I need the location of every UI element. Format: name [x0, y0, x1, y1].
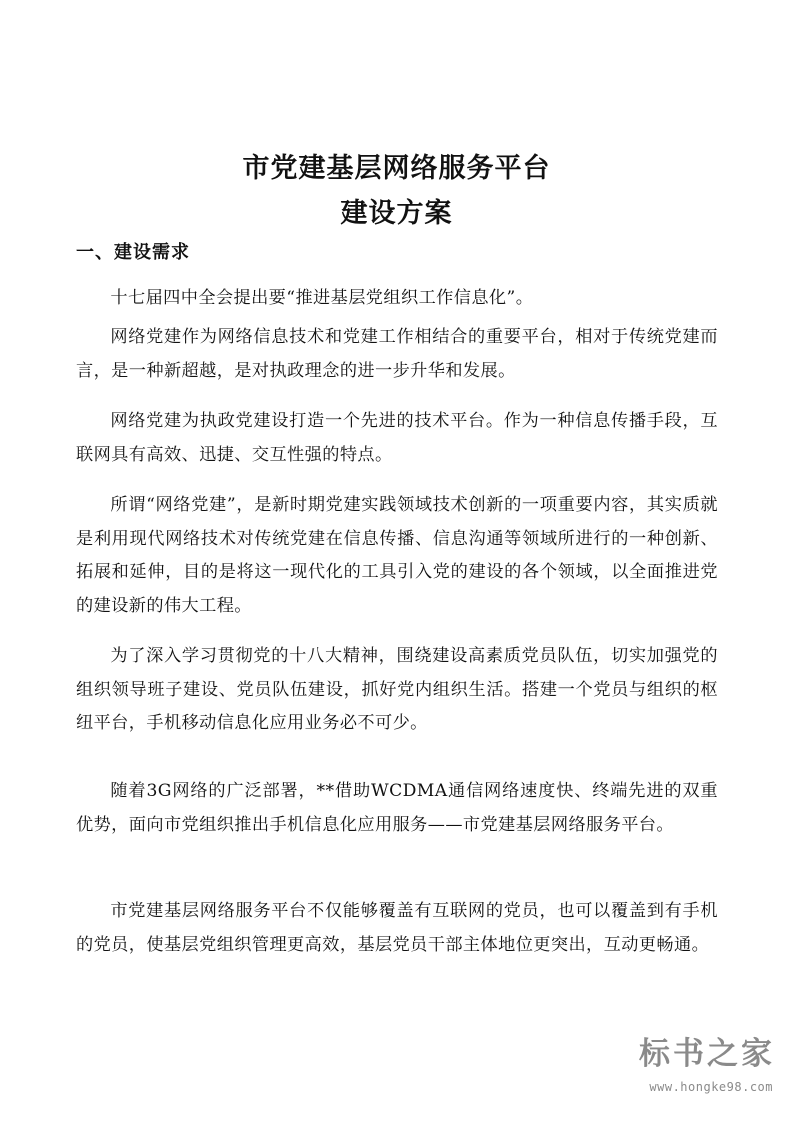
paragraph-6: 随着3G网络的广泛部署，**借助WCDMA通信网络速度快、终端先进的双重优势，面向市党组织推出手机信息化应用服务——市党建基层网络服务平台。: [76, 781, 718, 835]
document-title-line1: 市党建基层网络服务平台: [242, 153, 551, 184]
paragraph-5: 为了深入学习贯彻党的十八大精神，围绕建设高素质党员队伍，切实加强党的组织领导班子建设、党员队伍建设，抓好党内组织生活。搭建一个党员与组织的枢纽平台，手机移动信息化应用业务必不可少。: [76, 646, 718, 733]
watermark-logo: 标书之家: [639, 1036, 775, 1072]
paragraph-3: 网络党建为执政党建设打造一个先进的技术平台。作为一种信息传播手段，互联网具有高效、迅捷、交互性强的特点。: [76, 411, 718, 465]
paragraph-7: 市党建基层网络服务平台不仅能够覆盖有互联网的党员，也可以覆盖到有手机的党员，使基层党组织管理更高效，基层党员干部主体地位更突出，互动更畅通。: [76, 901, 718, 955]
watermark: [625, 1034, 775, 1112]
section-heading: 一、建设需求: [76, 242, 190, 263]
watermark-url: www.hongke98.com: [649, 1080, 773, 1094]
paragraph-4: 所谓“网络党建”，是新时期党建实践领域技术创新的一项重要内容，其实质就是利用现代网络技术对传统党建在信息传播、信息沟通等领域所进行的一种创新、拓展和延伸，目的是将这一现代化的工具引入党的建设的各个领域，以全面推进党的建设新的伟大工程。: [76, 495, 718, 616]
paragraph-2: 网络党建作为网络信息技术和党建工作相结合的重要平台，相对于传统党建而言，是一种新超越，是对执政理念的进一步升华和发展。: [76, 327, 718, 381]
document-title-line2: 建设方案: [340, 198, 453, 229]
paragraph-1: 十七届四中全会提出要“推进基层党组织工作信息化”。: [110, 288, 534, 308]
